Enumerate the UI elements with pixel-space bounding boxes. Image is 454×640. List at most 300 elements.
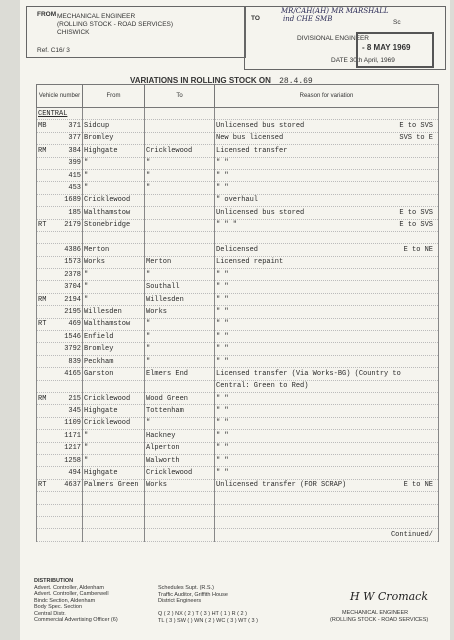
from-box <box>26 6 246 58</box>
recipient: DIVISIONAL ENGINEER <box>297 35 369 42</box>
cell-vehicle <box>37 516 83 528</box>
vehicle-class: RT <box>38 221 47 230</box>
cell-reason <box>215 492 439 504</box>
table-row <box>37 331 439 343</box>
ref-number: Ref. C16/ 3 <box>37 47 70 54</box>
cell-from: " <box>83 157 145 169</box>
cell-vehicle <box>37 504 83 516</box>
cell-to: " <box>145 417 215 429</box>
table-row <box>37 244 439 256</box>
reason-note: E to NE <box>403 245 433 254</box>
reason-note <box>433 469 437 477</box>
received-stamp <box>356 32 434 68</box>
cell-from: Willesden <box>83 306 145 318</box>
cell-from: " <box>83 281 145 293</box>
vehicle-number: 839 <box>68 357 81 366</box>
vehicle-number: 3704 <box>64 283 81 292</box>
cell-from: Bromley <box>83 343 145 355</box>
reason-text: " " <box>216 332 229 341</box>
reason-text: " overhaul <box>216 196 259 205</box>
cell-to <box>145 504 215 516</box>
reason-text: Central: Green to Red) <box>216 382 309 391</box>
cell-to: Alperton <box>145 442 215 454</box>
vehicle-number: 1217 <box>64 444 81 453</box>
cell-vehicle <box>37 405 83 417</box>
cell-reason <box>215 231 439 243</box>
vehicle-number: 4386 <box>64 245 81 254</box>
reason-note <box>433 258 437 266</box>
table-row <box>37 269 439 281</box>
cell-from: Cricklewood <box>83 417 145 429</box>
vehicle-number: 2378 <box>64 270 81 279</box>
reason-note: E to SVS <box>399 208 433 217</box>
reason-note <box>433 296 437 304</box>
reason-note <box>433 407 437 415</box>
distribution-entry: Q ( 2 ) NX ( 2 ) T ( 3 ) HT ( 1 ) R ( 2 ) <box>158 611 247 617</box>
to-handwritten-1: MR/CAH(AH) MR MARSHALL <box>281 7 389 15</box>
cell-vehicle <box>37 269 83 281</box>
reason-note: E to SVS <box>399 122 433 131</box>
distribution-list-2 <box>158 585 348 624</box>
distribution-entry: TL ( 3 ) SW ( ) WN ( 2 ) WC ( 3 ) WT ( 3 ) <box>158 617 258 624</box>
cell-vehicle <box>37 182 83 194</box>
section-label: CENTRAL <box>37 108 83 120</box>
cell-vehicle <box>37 293 83 305</box>
cell-from: Bromley <box>83 132 145 144</box>
distribution-entry: District Engineers <box>158 598 202 604</box>
cell-reason <box>215 479 439 491</box>
distribution-entry: Bindc Section, Aldenham <box>34 597 96 604</box>
cell-from: " <box>83 293 145 305</box>
table-row <box>37 145 439 157</box>
cell-vehicle <box>37 355 83 367</box>
cell-vehicle <box>37 194 83 206</box>
reason-note <box>433 395 437 403</box>
reason-note: SVS to E <box>399 134 433 143</box>
vehicle-number: 384 <box>68 146 81 155</box>
table-row <box>37 442 439 454</box>
cell-reason <box>215 244 439 256</box>
cell-from: Walthamstow <box>83 207 145 219</box>
cell-from: " <box>83 169 145 181</box>
vehicle-number: 1689 <box>64 196 81 205</box>
cell-to: " <box>145 355 215 367</box>
cell-vehicle <box>37 132 83 144</box>
reason-text: " " <box>216 171 229 180</box>
cell-to <box>145 516 215 528</box>
reason-note <box>433 147 437 155</box>
reason-text: " " <box>216 444 229 453</box>
reason-note <box>433 283 437 291</box>
distribution-entry: Body Spec. Section <box>34 604 83 610</box>
cell-to <box>145 231 215 243</box>
cell-reason <box>215 157 439 169</box>
cell-to: Tottenham <box>145 405 215 417</box>
cell-from <box>83 504 145 516</box>
cell-vehicle <box>37 306 83 318</box>
table-row <box>37 454 439 466</box>
col-from: From <box>83 85 145 108</box>
table-row <box>37 219 439 231</box>
cell-from: " <box>83 430 145 442</box>
cell-empty <box>215 108 439 120</box>
distribution-block-2 <box>158 585 348 624</box>
cell-from: Cricklewood <box>83 194 145 206</box>
vehicle-class: RM <box>38 295 47 304</box>
document-sheet <box>20 0 450 640</box>
cell-reason <box>215 380 439 392</box>
cell-vehicle <box>37 244 83 256</box>
reason-text: Unlicensed bus stored <box>216 208 305 217</box>
table-row <box>37 182 439 194</box>
reason-text: " " <box>216 394 229 403</box>
vehicle-number: 2179 <box>64 221 81 230</box>
table-row <box>37 169 439 181</box>
cell-to: Elmers End <box>145 368 215 380</box>
cell-from: Stonebridge <box>83 219 145 231</box>
cell-from: Merton <box>83 244 145 256</box>
cell-to <box>145 132 215 144</box>
reason-text: " " <box>216 283 229 292</box>
distribution-entry: Central Distr. <box>34 610 66 617</box>
cell-vehicle <box>37 368 83 380</box>
vehicle-number: 1546 <box>64 332 81 341</box>
reason-text: " " <box>216 469 229 478</box>
reason-note <box>433 457 437 465</box>
cell-reason <box>215 169 439 181</box>
table-row <box>37 256 439 268</box>
distribution-entry: Commercial Advertising Officer (6) <box>34 617 118 623</box>
table-row <box>37 380 439 392</box>
vehicle-number: 1573 <box>64 258 81 267</box>
reason-text: " " <box>216 419 229 428</box>
reason-text: Licensed repaint <box>216 258 284 267</box>
cell-vehicle <box>37 430 83 442</box>
reason-text: " " <box>216 357 229 366</box>
cell-to <box>145 207 215 219</box>
cell-to <box>145 194 215 206</box>
reason-text: " " <box>216 345 229 354</box>
cell-vehicle <box>37 231 83 243</box>
reason-note <box>433 196 437 204</box>
cell-from: Enfield <box>83 331 145 343</box>
table-row <box>37 504 439 516</box>
cell-reason <box>215 529 439 541</box>
table-row <box>37 430 439 442</box>
reason-note <box>433 333 437 341</box>
cell-vehicle <box>37 120 83 132</box>
cell-vehicle <box>37 467 83 479</box>
table-row <box>37 306 439 318</box>
vehicle-class: RM <box>38 146 47 155</box>
reason-note <box>433 419 437 427</box>
table-row <box>37 231 439 243</box>
cell-vehicle <box>37 145 83 157</box>
document-date: DATE 30th April, 1969 <box>331 57 395 64</box>
reason-text: " " <box>216 431 229 440</box>
reason-text: " " " <box>216 221 238 230</box>
cell-reason <box>215 256 439 268</box>
cell-to: " <box>145 318 215 330</box>
cell-vehicle <box>37 157 83 169</box>
reason-note <box>433 370 437 378</box>
cell-vehicle <box>37 169 83 181</box>
table-row <box>37 355 439 367</box>
cell-vehicle <box>37 343 83 355</box>
cell-to: Cricklewood <box>145 467 215 479</box>
cell-from: Palmers Green <box>83 479 145 491</box>
reason-text: " " <box>216 270 229 279</box>
distribution-entry: Traffic Auditor, Griffith House <box>158 591 228 598</box>
table-row <box>37 293 439 305</box>
title-date: 28.4.69 <box>279 77 313 86</box>
vehicle-number: 1109 <box>64 419 81 428</box>
reason-text: Delicensed <box>216 245 259 254</box>
cell-from <box>83 529 145 541</box>
reason-text: " " <box>216 320 229 329</box>
reason-text: Licensed transfer <box>216 146 288 155</box>
reason-note <box>433 320 437 328</box>
cell-vehicle <box>37 529 83 541</box>
vehicle-number: 371 <box>68 122 81 131</box>
cell-vehicle <box>37 492 83 504</box>
cell-reason <box>215 417 439 429</box>
table-row <box>37 318 439 330</box>
signature-title-2: (ROLLING STOCK - ROAD SERVICES) <box>330 617 429 623</box>
vehicle-class: RT <box>38 481 47 490</box>
table-row <box>37 120 439 132</box>
reason-note <box>433 358 437 366</box>
cell-to: Works <box>145 306 215 318</box>
cell-to <box>145 120 215 132</box>
col-vehicle: Vehicle number <box>37 85 83 108</box>
reason-note <box>433 159 437 167</box>
reason-text: Unlicensed transfer (FOR SCRAP) <box>216 481 347 490</box>
cell-vehicle <box>37 417 83 429</box>
cell-to: Walworth <box>145 454 215 466</box>
table-row <box>37 516 439 528</box>
reason-text: " " <box>216 184 229 193</box>
cell-to <box>145 492 215 504</box>
cell-vehicle <box>37 442 83 454</box>
vehicle-number: 3792 <box>64 345 81 354</box>
distribution-entry: Advert. Controller, Camberwell <box>34 591 109 597</box>
reason-text: " " <box>216 407 229 416</box>
cell-reason <box>215 145 439 157</box>
cell-to: Cricklewood <box>145 145 215 157</box>
from-label: FROM <box>37 11 57 18</box>
table-row <box>37 368 439 380</box>
cell-vehicle <box>37 479 83 491</box>
cell-from: " <box>83 454 145 466</box>
cell-empty <box>83 108 145 120</box>
reason-text: Unlicensed bus stored <box>216 122 305 131</box>
cell-reason <box>215 219 439 231</box>
vehicle-number: 469 <box>68 320 81 329</box>
cell-from: Highgate <box>83 145 145 157</box>
cell-to: Wood Green <box>145 392 215 404</box>
reason-text: " " <box>216 307 229 316</box>
from-line-3: CHISWICK <box>57 29 90 36</box>
vehicle-number: 185 <box>68 208 81 217</box>
cell-vehicle <box>37 281 83 293</box>
section-row <box>37 108 439 120</box>
cell-reason <box>215 132 439 144</box>
table-row <box>37 207 439 219</box>
cell-reason <box>215 281 439 293</box>
col-to: To <box>145 85 215 108</box>
cell-reason <box>215 355 439 367</box>
vehicle-number: 215 <box>68 394 81 403</box>
cell-from: " <box>83 269 145 281</box>
vehicle-number: 494 <box>68 469 81 478</box>
cell-to: Merton <box>145 256 215 268</box>
cell-to: " <box>145 169 215 181</box>
signature-title-1: MECHANICAL ENGINEER <box>342 610 409 616</box>
cell-reason <box>215 207 439 219</box>
cell-vehicle <box>37 318 83 330</box>
cell-reason <box>215 430 439 442</box>
cell-from: Peckham <box>83 355 145 367</box>
cell-vehicle <box>37 454 83 466</box>
cell-reason <box>215 442 439 454</box>
table-row <box>37 281 439 293</box>
cell-reason <box>215 120 439 132</box>
cell-reason <box>215 454 439 466</box>
vehicle-class: RM <box>38 394 47 403</box>
stamp-date: - 8 MAY 1969 <box>362 43 411 52</box>
vehicle-number: 2194 <box>64 295 81 304</box>
cell-from: Highgate <box>83 467 145 479</box>
table-body <box>37 108 439 542</box>
vehicle-number: 4637 <box>64 481 81 490</box>
cell-vehicle <box>37 207 83 219</box>
reason-note: E to SVS <box>399 221 433 230</box>
cell-from: Highgate <box>83 405 145 417</box>
reason-note <box>433 345 437 353</box>
cell-from: " <box>83 442 145 454</box>
from-line-1: MECHANICAL ENGINEER <box>57 13 136 20</box>
cell-from: Garston <box>83 368 145 380</box>
vehicle-number: 2195 <box>64 307 81 316</box>
cell-to <box>145 219 215 231</box>
table-row <box>37 467 439 479</box>
col-reason: Reason for variation <box>215 85 439 108</box>
reason-text: Licensed transfer (Via Works-BG) (Country to <box>216 369 401 378</box>
cell-reason <box>215 392 439 404</box>
cell-to <box>145 529 215 541</box>
title-text: VARIATIONS IN ROLLING STOCK ON <box>130 76 271 85</box>
table-header-row <box>37 85 439 108</box>
vehicle-number: 415 <box>68 171 81 180</box>
cell-reason <box>215 182 439 194</box>
cell-reason <box>215 368 439 380</box>
cell-to: " <box>145 182 215 194</box>
vehicle-number: 399 <box>68 159 81 168</box>
vehicle-number: 1171 <box>64 431 81 440</box>
cell-reason <box>215 269 439 281</box>
reason-text: " " <box>216 295 229 304</box>
reason-text: " " <box>216 456 229 465</box>
cell-from <box>83 380 145 392</box>
reason-note <box>433 308 437 316</box>
cell-from: " <box>83 182 145 194</box>
cell-vehicle <box>37 256 83 268</box>
table-row <box>37 392 439 404</box>
cell-to <box>145 380 215 392</box>
cell-from: Works <box>83 256 145 268</box>
cell-from: Sidcup <box>83 120 145 132</box>
reason-note <box>433 271 437 279</box>
reason-text: New bus licensed <box>216 134 284 143</box>
reason-note <box>433 382 437 390</box>
vehicle-number: 377 <box>68 134 81 143</box>
table-row <box>37 417 439 429</box>
table-row <box>37 194 439 206</box>
cell-to: Southall <box>145 281 215 293</box>
vehicle-class: RT <box>38 320 47 329</box>
cell-vehicle <box>37 331 83 343</box>
cell-to <box>145 244 215 256</box>
table-row <box>37 157 439 169</box>
reason-note <box>433 444 437 452</box>
cell-to: " <box>145 269 215 281</box>
cell-reason <box>215 467 439 479</box>
table-row <box>37 343 439 355</box>
to-handwritten-2: ind CHE SMB <box>283 15 333 23</box>
cell-to: " <box>145 343 215 355</box>
cell-vehicle <box>37 380 83 392</box>
cell-from: Cricklewood <box>83 392 145 404</box>
to-handwritten-3: Sc <box>393 19 401 26</box>
reason-note: E to NE <box>403 481 433 490</box>
reason-text: " " <box>216 159 229 168</box>
variations-table <box>36 84 439 542</box>
cell-from: Walthamstow <box>83 318 145 330</box>
cell-to: Willesden <box>145 293 215 305</box>
table-row <box>37 405 439 417</box>
distribution-entry: Advert. Controller, Aldenham <box>34 584 105 591</box>
vehicle-number: 345 <box>68 407 81 416</box>
reason-note <box>433 184 437 192</box>
cell-to: " <box>145 331 215 343</box>
cell-reason <box>215 331 439 343</box>
table-row <box>37 132 439 144</box>
distribution-entry: Schedules Supt. (R.S.) <box>158 585 214 591</box>
cell-reason <box>215 516 439 528</box>
cell-reason <box>215 194 439 206</box>
from-line-2: (ROLLING STOCK - ROAD SERVICES) <box>57 21 174 28</box>
cell-from <box>83 516 145 528</box>
cell-vehicle <box>37 219 83 231</box>
cell-empty <box>145 108 215 120</box>
cell-to: " <box>145 157 215 169</box>
signature: H W Cromack <box>350 590 429 603</box>
cell-from <box>83 231 145 243</box>
cell-reason <box>215 293 439 305</box>
cell-reason <box>215 343 439 355</box>
cell-to: Hackney <box>145 430 215 442</box>
cell-to: Works <box>145 479 215 491</box>
reason-note: Continued/ <box>390 530 433 539</box>
table-row <box>37 529 439 541</box>
reason-note <box>433 172 437 180</box>
cell-reason <box>215 306 439 318</box>
table-row <box>37 492 439 504</box>
distribution-label: DISTRIBUTION <box>34 578 74 584</box>
vehicle-number: 4165 <box>64 369 81 378</box>
cell-reason <box>215 504 439 516</box>
